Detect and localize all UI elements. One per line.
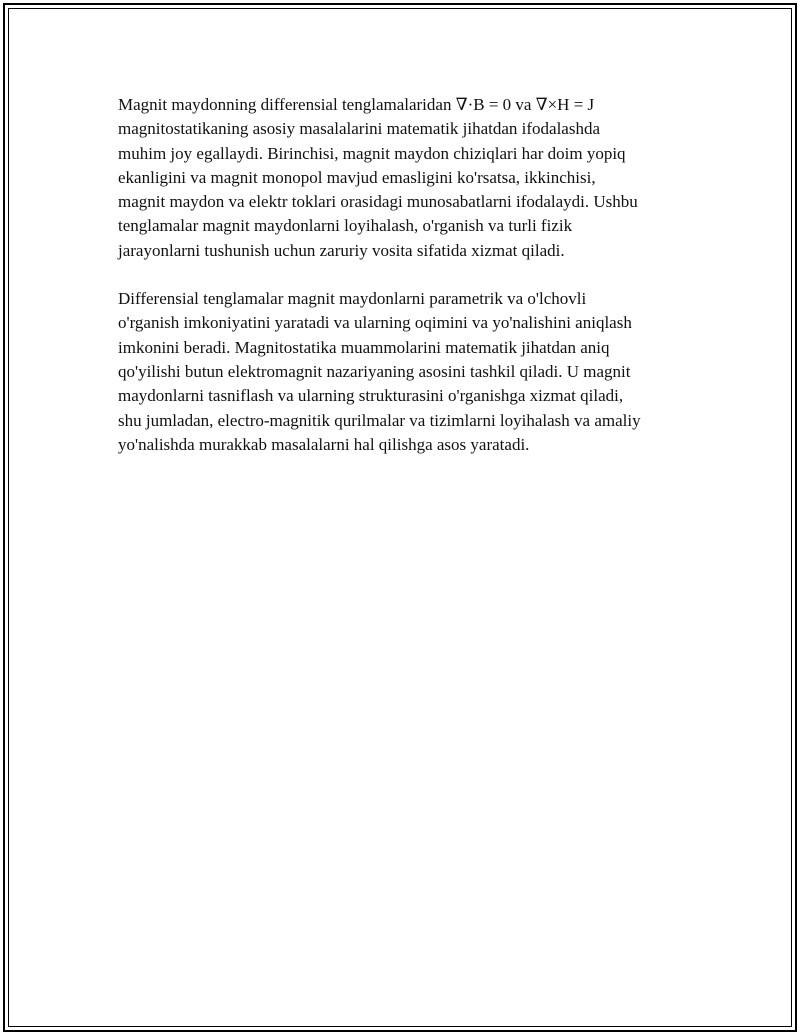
- paragraph-line: jarayonlarni tushunish uchun zaruriy vosita sifatida xizmat qiladi.: [118, 240, 565, 260]
- document-body: [118, 93, 693, 481]
- paragraph-line: Magnit maydonning differensial tenglamalaridan ∇·B = 0 va ∇×H = J: [118, 95, 595, 114]
- paragraph-2: [118, 287, 693, 457]
- paragraph-1: [118, 93, 693, 263]
- paragraph-line: Differensial tenglamalar magnit maydonlarni parametrik va o'lchovli: [118, 289, 587, 309]
- paragraph-line: qo'yilishi butun elektromagnit nazariyaning asosini tashkil qiladi. U magnit: [118, 361, 631, 381]
- paragraph-line: o'rganish imkoniyatini yaratadi va ularning oqimini va yo'nalishini aniqlash: [118, 313, 632, 333]
- paragraph-line: maydonlarni tasniflash va ularning strukturasini o'rganishga xizmat qiladi,: [118, 386, 624, 406]
- paragraph-line: yo'nalishda murakkab masalalarni hal qilishga asos yaratadi.: [118, 434, 530, 454]
- paragraph-line: magnit maydon va elektr toklari orasidagi munosabatlarni ifodalaydi. Ushbu: [118, 192, 638, 212]
- paragraph-line: tenglamalar magnit maydonlarni loyihalash, o'rganish va turli fizik: [118, 216, 573, 236]
- paragraph-line: shu jumladan, electro-magnitik qurilmalar va tizimlarni loyihalash va amaliy: [118, 410, 641, 430]
- paragraph-line: imkonini beradi. Magnitostatika muammolarini matematik jihatdan aniq: [118, 337, 610, 357]
- paragraph-line: muhim joy egallaydi. Birinchisi, magnit maydon chiziqlari har doim yopiq: [118, 143, 626, 163]
- paragraph-line: ekanligini va magnit monopol mavjud emasligini ko'rsatsa, ikkinchisi,: [118, 167, 596, 187]
- paragraph-line: magnitostatikaning asosiy masalalarini matematik jihatdan ifodalashda: [118, 119, 601, 139]
